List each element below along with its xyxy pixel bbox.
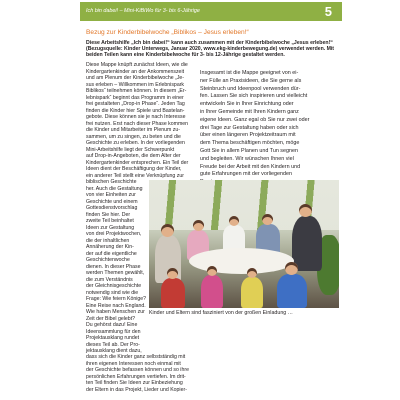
text-line: Geschichte zu erleben. In der vorliegenden	[86, 140, 185, 146]
text-line: ten Teil finden Sie Ideen zur Einbeziehung	[86, 380, 183, 386]
text-line: frei gestalteten „Drop-in Phase“. Jeden Tag	[86, 101, 185, 107]
text-line: Annäherung der Kin-	[86, 244, 134, 250]
text-line: Eine Reise nach England.	[86, 302, 146, 309]
text-line: ihren eigenen Interessen noch einmal mit	[86, 360, 181, 367]
text-line: frei nutzen. Erst nach dieser Phase kommen	[86, 120, 189, 127]
text-line: Diese Arbeitshilfe „Ich bin dabei!“ kann auch zusammen mit der Kinderbibelwoche „Jesus erleben!“	[86, 40, 333, 46]
page-number: 5	[324, 4, 332, 19]
photo-child-head	[247, 268, 257, 278]
photo-person-head	[299, 204, 312, 217]
text-line: Ideen zur Gestaltung	[86, 224, 135, 231]
text-line: ein anderer Teil stellt eine Verknüpfung zur	[86, 172, 184, 179]
photo-person-body	[292, 216, 322, 271]
header-bar	[80, 2, 342, 21]
text-line: auf Drop-in-Angeboten, die dem Alter der	[86, 153, 181, 159]
text-line: Diese Mappe knüpft zunächst Ideen, wie die	[86, 62, 188, 68]
photo	[149, 180, 339, 308]
text-line: Gottesdienstvorschlag	[86, 205, 138, 211]
text-line: der auf die eigentliche	[86, 250, 137, 257]
text-line: der Eltern in das Projekt, Lieder und Kopier-	[86, 386, 187, 393]
text-line: Projektausklang rundet	[86, 335, 140, 341]
text-line: finden die Kinder hier Spiele und Bastelan-	[86, 107, 185, 114]
text-line: Geschichtenwoche	[86, 257, 130, 263]
left-column-bottom	[86, 354, 192, 393]
intro-paragraph	[86, 40, 334, 59]
text-line: Ideen dient der Beschäftigung der Kinder,	[86, 166, 182, 172]
text-line: lebnispark“ beginnt das Programm in einer	[86, 94, 184, 101]
photo-child-body	[161, 278, 185, 308]
text-line: Steinbruch und Ideenpool verwenden dür-	[200, 85, 301, 92]
left-column-top	[86, 62, 192, 179]
photo-child-head	[207, 266, 217, 276]
text-line: jektausklang dient dazu,	[86, 348, 142, 354]
photo-person-head	[262, 214, 273, 225]
text-line: dass sich die Kinder ganz selbstständig mit	[86, 354, 186, 360]
text-line: fen. Lassen Sie sich inspirieren und vielleicht	[200, 93, 308, 100]
text-line: Biblikos“ teilnehmen können. In diesem „Er-	[86, 88, 187, 94]
text-line: Du gehörst dazu! Eine	[86, 322, 138, 328]
text-line: her. Auch die Gestaltung	[86, 185, 143, 192]
photo-caption: Kinder und Eltern sind fasziniert von der großen Einladung …	[149, 310, 293, 316]
photo-person-head	[229, 216, 239, 226]
right-column	[200, 70, 334, 187]
text-line: Zeit der Bibel gelebt?	[86, 315, 136, 322]
text-line: Gott Sie in allem Planen und Tun segnen	[200, 147, 298, 154]
photo-child-body	[201, 275, 223, 308]
running-title: Ich bin dabei! – Mini-KiBiWo für 3- bis 6-Jährige	[86, 8, 200, 14]
photo-child-body	[241, 277, 263, 308]
text-line: der Geschichte befassen können und so ihre	[86, 367, 189, 373]
photo-person-head	[193, 220, 204, 231]
text-line: und begleiten. Wir wünschen Ihnen viel	[200, 155, 294, 162]
text-line: von drei Projektwochen,	[86, 231, 142, 237]
text-line: der Gleichnisgeschichte	[86, 283, 142, 289]
text-line: dieses Teil ab. Der Pro-	[86, 341, 140, 348]
text-line: (Bezugsquelle: Kinder Unterwegs, Januar 2020, www.ekg-kinderbewegung.de) verwendet werden. Mit	[86, 46, 334, 53]
photo-table	[189, 248, 294, 274]
text-line: drei Tage zur Gestaltung haben oder sich	[200, 124, 299, 131]
text-line: finden Sie hier. Der	[86, 211, 131, 218]
text-line: notwendig sind wie die	[86, 289, 139, 296]
text-line: zweite Teil beinhaltet	[86, 218, 134, 224]
text-line: Wie haben Menschen zur	[86, 309, 145, 315]
text-line: Geschichte und einem	[86, 198, 138, 205]
text-line: sus erleben – Willkommen im Erlebnispark	[86, 81, 185, 88]
text-line: Ideensammlung für den	[86, 328, 141, 335]
text-line: über einen längeren Projektzeitraum mit	[200, 132, 296, 139]
text-line: ner Fülle an Praxisideen, die Sie gerne als	[200, 77, 302, 84]
text-line: gute Erfahrungen mit der vorliegenden	[200, 171, 292, 178]
photo-child-head	[167, 268, 178, 279]
photo-person-head	[161, 224, 174, 237]
text-line: dem Thema beschäftigen möchten, möge	[200, 140, 300, 147]
text-line: dienen. In dieser Phase	[86, 263, 141, 270]
text-line: Mini-Arbeitshilfe liegt der Schwerpunkt	[86, 146, 175, 153]
text-line: in Ihrer Gemeinde mit Ihren Kindern ganz	[200, 108, 299, 115]
text-line: Kindergartenkinder an der Ankommenszeit	[86, 68, 185, 75]
text-line: entwickeln Sie in Ihrer Einrichtung oder	[200, 101, 294, 108]
text-line: biblischen Geschichte	[86, 179, 137, 185]
text-line: Kindergartenkinder entsprechen. Ein Teil der	[86, 159, 189, 166]
text-line: persönlichen Erfahrungen vertiefen. Im drit-	[86, 373, 186, 380]
text-line: die zum Verständnis	[86, 276, 133, 283]
text-line: die Kinder und Mitarbeiter im Plenum zu-	[86, 127, 180, 133]
text-line: von vier Einheiten zur	[86, 192, 136, 198]
photo-child-head	[285, 262, 298, 275]
text-line: sammen, um zu singen, zu beten und die	[86, 133, 181, 140]
text-line: werden Themen gewählt,	[86, 270, 145, 276]
text-line: beiden Teilen kann eine Kinderbibelwoche für 3- bis 12-Jährige gestaltet werden.	[86, 52, 285, 59]
left-column-wrap	[86, 179, 146, 355]
text-line: gebote. Diese können sie je nach Interesse	[86, 114, 186, 120]
text-line: Frage: Wie feiern Könige?	[86, 296, 146, 302]
text-line: und am Plenum der Kinderbibelwoche „Je-	[86, 75, 185, 81]
text-line: eigene Ideen. Ganz egal ob Sie nur zwei oder	[200, 116, 310, 123]
section-heading: Bezug zur Kinderbibelwoche „Biblikos – Jesus erleben!“	[86, 29, 249, 36]
photo-child-body	[277, 274, 307, 308]
text-line: Insgesamt ist die Mappe geeignet von ei-	[200, 70, 299, 76]
text-line: die der inhaltlichen	[86, 237, 130, 244]
text-line: Freude bei der Arbeit mit den Kindern und	[200, 163, 301, 170]
